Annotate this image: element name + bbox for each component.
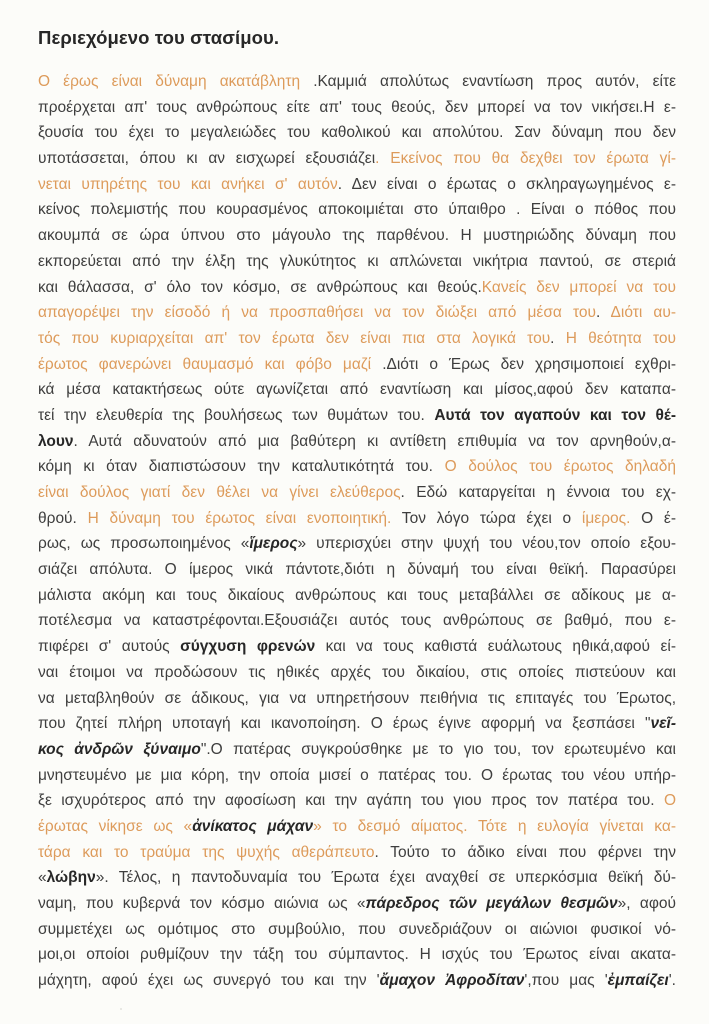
text-line [38, 223, 676, 249]
text-segment: έρωτας νίκησε ως « [38, 817, 193, 835]
text-segment: συμμετέχει ως ομότιμος στο συμβούλιο, που συνεδριάζουν οι αιώνιοι φυσικοί νό- [38, 920, 676, 938]
text-segment: Αυτά τον αγαπούν και τον θέ- [434, 406, 676, 424]
text-line [38, 146, 676, 172]
text-line [38, 300, 676, 326]
body-text [38, 69, 676, 994]
text-segment: και θάλασσα, σ' όλο τον κόσμο, σε ανθρώπους και θεούς. [38, 278, 482, 296]
text-segment: ξε ισχυρότερος από την αφοσίωση και την αγάπη του γιου προς τον πατέρα του. [38, 792, 664, 810]
text-segment: κος ἀνδρῶν ξύναιμο [38, 740, 201, 758]
text-segment: .Διότι ο Έρως δεν χρησιμοποιεί εχθρι- [382, 355, 677, 373]
page-title: Περιεχόμενο του στασίμου. [38, 27, 280, 48]
text-line [38, 865, 676, 891]
text-line [38, 352, 676, 378]
text-line [38, 429, 676, 455]
text-line [38, 377, 676, 403]
text-segment: νεῖ- [650, 715, 676, 733]
text-line [38, 968, 676, 994]
text-line [38, 172, 676, 198]
text-segment: σιάζει απόλυτα. Ο ίμερος νικά πάντοτε,διότι η δύναμή του είναι θεϊκή. Παρασύρει [38, 561, 676, 579]
text-segment: ακουμπά σε ώρα ύπνου στο μάγουλο της παρθένου. Η μυστηριώδης δύναμη που [38, 227, 676, 245]
text-segment: λώβην [46, 869, 96, 887]
text-segment: ναμη, που κυβερνά τον κόσμο αιώνια ως « [38, 895, 366, 912]
text-segment: ".Ο πατέρας συγκρούσθηκε με το γιο του, τον ερωτευμένο και [200, 740, 676, 758]
text-line [38, 840, 676, 866]
text-segment: . Εκείνος που θα δεχθει τον έρωτα γί- [375, 150, 676, 168]
text-segment: ἄμαχον Ἀφροδίταν [379, 972, 525, 990]
text-segment: » το δεσμό αίματος. Τότε η ευλογία γίνεται κα- [313, 817, 676, 835]
text-segment: σύγχυση φρενών [180, 638, 316, 656]
text-segment: λουν [38, 432, 74, 450]
text-segment: Η δύναμη του έρωτος είναι ενοποιητική. [87, 509, 392, 527]
text-segment: ρως, ως προσωποιημένος « [38, 535, 250, 553]
text-segment: που ζητεί πλήρη υποταγή και ικανοποίηση. Ο έρως έγινε αφορμή να ξεσπάσει " [38, 715, 651, 733]
text-line [38, 275, 676, 301]
text-segment: '. [668, 972, 676, 990]
text-line [38, 917, 676, 943]
text-line [38, 788, 676, 814]
text-segment: ίμερος. [581, 509, 631, 527]
text-line [38, 454, 676, 480]
text-segment: εκπορεύεται από την έλξη της γλυκύτητος κι απλώνεται νικήτρια παντού, σε στεριά [38, 252, 676, 270]
text-line [38, 660, 676, 686]
text-segment: μνηστευμένο με μια κόρη, την οποία μισεί ο πατέρας του. Ο έρωτας του νέου υπήρ- [38, 766, 676, 784]
text-line [38, 686, 676, 712]
text-segment: .Καμμιά απολύτως εναντίωση προς αυτόν, είτε [313, 73, 676, 90]
text-segment: ',που μας ' [524, 972, 608, 990]
text-segment: πάρεδρος τῶν μεγάλων θεσμῶν [365, 895, 618, 912]
text-segment: ἀνίκατος μάχαν [192, 817, 314, 835]
text-segment: . [550, 329, 566, 347]
text-segment: . Δεν είναι ο έρωτας ο σκληραγωγημένος ε- [337, 175, 676, 193]
text-segment: » υπερισχύει στην ψυχή του νέου,τον οποίο εξου- [297, 535, 676, 553]
text-line [38, 403, 676, 429]
text-segment: Διότι αυ- [610, 304, 677, 322]
text-segment: είναι δούλος γιατί δεν θέλει να γίνει ελεύθερος [38, 484, 401, 501]
text-segment: Τον λόγο τώρα έχει ο [391, 509, 582, 527]
text-segment: ξουσία του έχει το μεγαλειώδες του καθολικού και απολύτου. Σαν δύναμη που δεν [38, 124, 676, 142]
text-line [38, 531, 676, 557]
text-segment: τεί την ελευθερία της βουλήσεως των θυμάτων του. [38, 406, 435, 424]
text-segment: τάρα και το τραύμα της ψυχής αθεράπευτο [38, 843, 375, 861]
text-segment: . [595, 304, 611, 322]
text-segment: ναι έτοιμοι να προδώσουν τις ηθικές αρχές του δικαίου, στις οποίες πιστεύουν και [38, 663, 676, 681]
text-segment: . Τούτο το άδικο είναι που φέρνει την [374, 843, 677, 861]
text-line [38, 763, 676, 789]
text-line [38, 942, 676, 968]
text-line [38, 891, 676, 917]
text-line [38, 326, 676, 352]
text-line [38, 480, 676, 506]
text-line [38, 69, 676, 95]
text-line [38, 814, 676, 840]
text-segment: Ο έ- [630, 509, 676, 527]
text-segment: να μεταβληθούν σε άδικους, για να υπηρετήσουν πειθήνια τις επιταγές του Έρωτος, [38, 689, 676, 707]
text-segment: ἐμπαίζει [607, 972, 669, 990]
text-line [38, 557, 676, 583]
text-segment: ποτέλεσμα να καταστρέφονται.Εξουσιάζει αυτός τους ανθρώπους σε βαθμό, που ε- [38, 612, 676, 630]
text-segment: και να τους καθιστά ευάλωτους ηθικά,αφού εί- [315, 638, 677, 656]
text-segment: . Αυτά αδυνατούν από μια βαθύτερη κι αντίθετη επιθυμία να τον αρνηθούν,α- [73, 432, 676, 450]
text-segment: υποτάσσεται, όπου κι αν εισχωρεί εξουσιάζει [38, 150, 376, 168]
text-segment: κά μέσα κατακτήσεως ούτε αγωνίζεται από εναντίωση και μίσος,αφού δεν καταπα- [38, 381, 676, 399]
text-segment: », αφού [617, 895, 676, 912]
text-segment: έρωτος φανερώνει θαυμασμό και φόβο μαζί [38, 355, 383, 373]
text-line [38, 737, 676, 763]
text-segment: θρού. [38, 509, 88, 527]
text-line [38, 608, 676, 634]
text-line [38, 506, 676, 532]
text-segment: Η θεότητα του [565, 329, 676, 347]
text-segment: νεται υπηρέτης του και ανήκει σ' αυτόν [38, 175, 338, 193]
text-line [38, 583, 676, 609]
text-segment: κόμη κι όταν διαπιστώσουν την καταλυτικότητά του. [38, 458, 445, 476]
text-line [38, 634, 676, 660]
text-segment: ἵμερος [249, 535, 298, 553]
text-segment: κείνος πολεμιστής που κουρασμένος αποκοιμιέται στο ύπαιθρο . Είναι ο πόθος που [38, 201, 676, 219]
text-line [38, 120, 676, 146]
text-segment: « [38, 869, 47, 887]
text-segment: μάλιστα ακόμη και τους δικαίους ανθρώπους και τους μεταβάλλει σε αδίκους με α- [38, 586, 676, 604]
scan-speck [300, 978, 302, 980]
text-line [38, 95, 676, 121]
text-segment: μάχητη, αφού έχει ως συνεργό του και την ' [38, 972, 380, 990]
text-segment: τός που κυριαρχείται απ' τον έρωτα δεν είναι πια στα λογικά του [38, 329, 551, 347]
text-segment: . Εδώ καταργείται η έννοια του εχ- [400, 484, 676, 501]
text-line [38, 249, 676, 275]
text-segment: Ο έρως είναι δύναμη ακατάβλητη [38, 73, 314, 90]
text-segment: απαγορέψει την είσοδό ή να προσπαθήσει να τον διώξει από μέσα του [38, 304, 596, 322]
text-line [38, 711, 676, 737]
text-line [38, 197, 676, 223]
text-segment: προέρχεται απ' τους ανθρώπους είτε απ' τους θεούς, δεν μπορεί να τον νικήσει.Η ε- [38, 98, 676, 116]
text-segment: Ο δούλος του έρωτος δηλαδή [444, 458, 676, 476]
text-segment: ». Τέλος, η παντοδυναμία του Έρωτα έχει αναχθεί σε υπερκόσμια θεϊκή δύ- [95, 869, 676, 887]
text-segment: Ο [663, 792, 676, 810]
text-segment: πιφέρει σ' αυτούς [38, 638, 181, 656]
text-segment: μοι,οι οποίοι ρυθμίζουν την τάξη του σύμπαντος. Η ισχύς του Έρωτος είναι ακατα- [38, 946, 676, 964]
text-segment: Κανείς δεν μπορεί να του [481, 278, 677, 296]
